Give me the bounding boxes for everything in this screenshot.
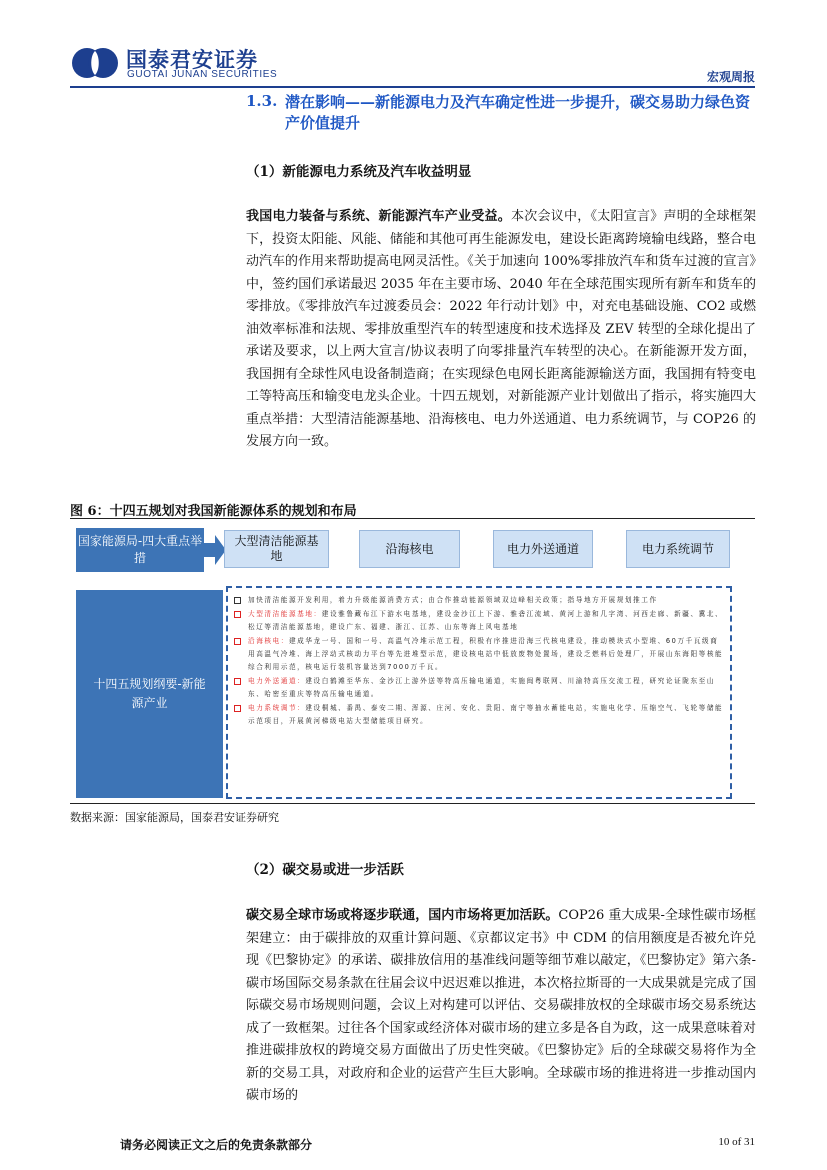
energy-bureau-box: 国家能源局-四大重点举措 bbox=[76, 528, 204, 572]
measure-box-nuclear: 沿海核电 bbox=[359, 530, 460, 568]
five-year-plan-box: 十四五规划纲要-新能源产业 bbox=[76, 590, 223, 798]
paragraph-1 bbox=[246, 206, 756, 454]
plan-detail-item bbox=[234, 675, 724, 701]
measure-box-clean-energy: 大型清洁能源基地 bbox=[224, 530, 329, 568]
checkbox-icon bbox=[234, 705, 241, 712]
plan-detail-key: 电力系统调节： bbox=[248, 704, 306, 712]
paragraph-2 bbox=[246, 905, 756, 1108]
company-logo-icon bbox=[70, 46, 120, 80]
header-divider bbox=[70, 86, 755, 88]
figure-bottom-rule bbox=[70, 803, 755, 804]
measure-box-transmission: 电力外送通道 bbox=[493, 530, 593, 568]
arrow-right-icon bbox=[204, 534, 226, 566]
plan-detail-item bbox=[234, 702, 724, 728]
checkbox-icon bbox=[234, 678, 241, 685]
brand-name-english: GUOTAI JUNAN SECURITIES bbox=[127, 69, 278, 80]
plan-detail-text: 建设桐城、番禺、泰安二期、浑源、庄河、安化、贵阳、南宁等抽水蓄能电站，实施电化学、压缩空气、飞轮等储能示范项目，开展黄河梯级电站大型储能项目研究。 bbox=[248, 704, 724, 725]
plan-detail-text: 建设白鹤滩至华东、金沙江上游外送等特高压输电通道，实施闽粤联网、川渝特高压交流工程，研究论证陇东至山东、哈密至重庆等特高压输电通道。 bbox=[248, 677, 716, 698]
disclaimer-note: 请务必阅读正文之后的免责条款部分 bbox=[120, 1138, 313, 1152]
checkbox-icon bbox=[234, 638, 241, 645]
plan-detail-key: 沿海核电： bbox=[248, 637, 289, 645]
checkbox-icon bbox=[234, 597, 241, 604]
plan-detail-text: 建设雅鲁藏布江下游水电基地，建设金沙江上下游、雅砻江流域、黄河上游和几字湾、河西走廊、新疆、冀北、松辽等清洁能源基地，建设广东、福建、浙江、江苏、山东等海上风电基地 bbox=[248, 610, 724, 631]
paragraph-1-body: 本次会议中，《太阳宣言》声明的全球框架下，投资太阳能、风能、储能和其他可再生能源发电，建设长距离跨境输电线路，整合电动汽车的作用来帮助提高电网灵活性。《关于加速向 100%零排放汽车和货车过渡的宣言》中，签约国们承诺最迟 2035 年在主要市场、2040 年在全球范围实现所有新车和货车的零排放。《零排放汽车过渡委员会：2022 年行动计划》中，对充电基础设施、CO2 或燃油效率标准和法规、零排放重型汽车的转型速度和技术选择及 ZEV 转型的全球化提出了承诺及要求，以上两大宣言/协议表明了向零排量汽车转型的决心。在新能源开发方面，我国拥有全球性风电设备制造商；在实现绿色电网长距离能源输送方面，我国拥有特变电工等特高压和输变电龙头企业。十四五规划，对新能源产业计划做出了指示，将实施四大重点举措：大型清洁能源基地、沿海核电、电力外送通道、电力系统调节，与 COP26 的发展方向一致。 bbox=[246, 209, 756, 449]
section-number: 1.3. bbox=[246, 92, 278, 110]
figure-source: 数据来源：国家能源局，国泰君安证券研究 bbox=[70, 811, 279, 824]
figure-title: 图 6：十四五规划对我国新能源体系的规划和布局 bbox=[70, 504, 357, 519]
subsection-heading-2: （2）碳交易或进一步活跃 bbox=[246, 862, 404, 878]
subsection-heading-1: （1）新能源电力系统及汽车收益明显 bbox=[246, 164, 472, 180]
measure-box-grid-regulation: 电力系统调节 bbox=[626, 530, 730, 568]
plan-detail-key: 电力外送通道： bbox=[248, 677, 306, 685]
brand-name: 国泰君安证券 bbox=[126, 48, 258, 72]
section-title: 潜在影响——新能源电力及汽车确定性进一步提升，碳交易助力绿色资产价值提升 bbox=[285, 93, 751, 132]
report-type-label: 宏观周报 bbox=[706, 70, 755, 84]
figure-top-rule bbox=[70, 518, 755, 519]
page-number: 10 of 31 bbox=[718, 1136, 755, 1148]
paragraph-2-lead: 碳交易全球市场或将逐步联通，国内市场将更加活跃。 bbox=[246, 908, 559, 923]
plan-detail-text: 加快清洁能源开发利用，着力升级能源消费方式；由合作推动能源领域双边峰相关政策；指导地方开展规划推工作 bbox=[248, 596, 658, 604]
plan-detail-panel bbox=[226, 586, 732, 799]
checkbox-icon bbox=[234, 611, 241, 618]
paragraph-2-body: COP26 重大成果-全球性碳市场框架建立：由于碳排放的双重计算问题、《京都议定书》中 CDM 的信用额度是否被允许兑现《巴黎协定》的承诺、碳排放信用的基准线问题等细节难以敲定，《巴黎协定》第六条-碳市场国际交易条款在往届会议中迟迟难以推进，本次格拉斯哥的一大成果就是完成了国际碳交易市场规则问题，会议上对构建可以评估、交易碳排放权的全球碳市场交易系统达成了一致框架。过往各个国家或经济体对碳市场的建立多是各自为政，这一成果意味着对推进碳排放权的跨境交易方面做出了历史性突破。《巴黎协定》后的全球碳交易将作为全新的交易工具，对政府和企业的运营产生巨大影响。全球碳市场的推进将进一步推动国内碳市场的 bbox=[246, 908, 756, 1103]
plan-detail-item bbox=[234, 608, 724, 634]
plan-detail-text: 建成华龙一号、国和一号、高温气冷堆示范工程，积极有序推进沿海三代核电建设，推动模块式小型堆、60万千瓦级商用高温气冷堆、海上浮动式核动力平台等先进堆型示范，建设核电站中低放废物处置场，建设乏燃料后处理厂，开展山东海阳等核能综合利用示范，核电运行装机容量达到7000万千瓦。 bbox=[248, 637, 724, 671]
plan-detail-item bbox=[234, 635, 724, 674]
paragraph-1-lead: 我国电力装备与系统、新能源汽车产业受益。 bbox=[246, 209, 511, 224]
plan-detail-key: 大型清洁能源基地： bbox=[248, 610, 322, 618]
plan-detail-item bbox=[234, 594, 724, 607]
